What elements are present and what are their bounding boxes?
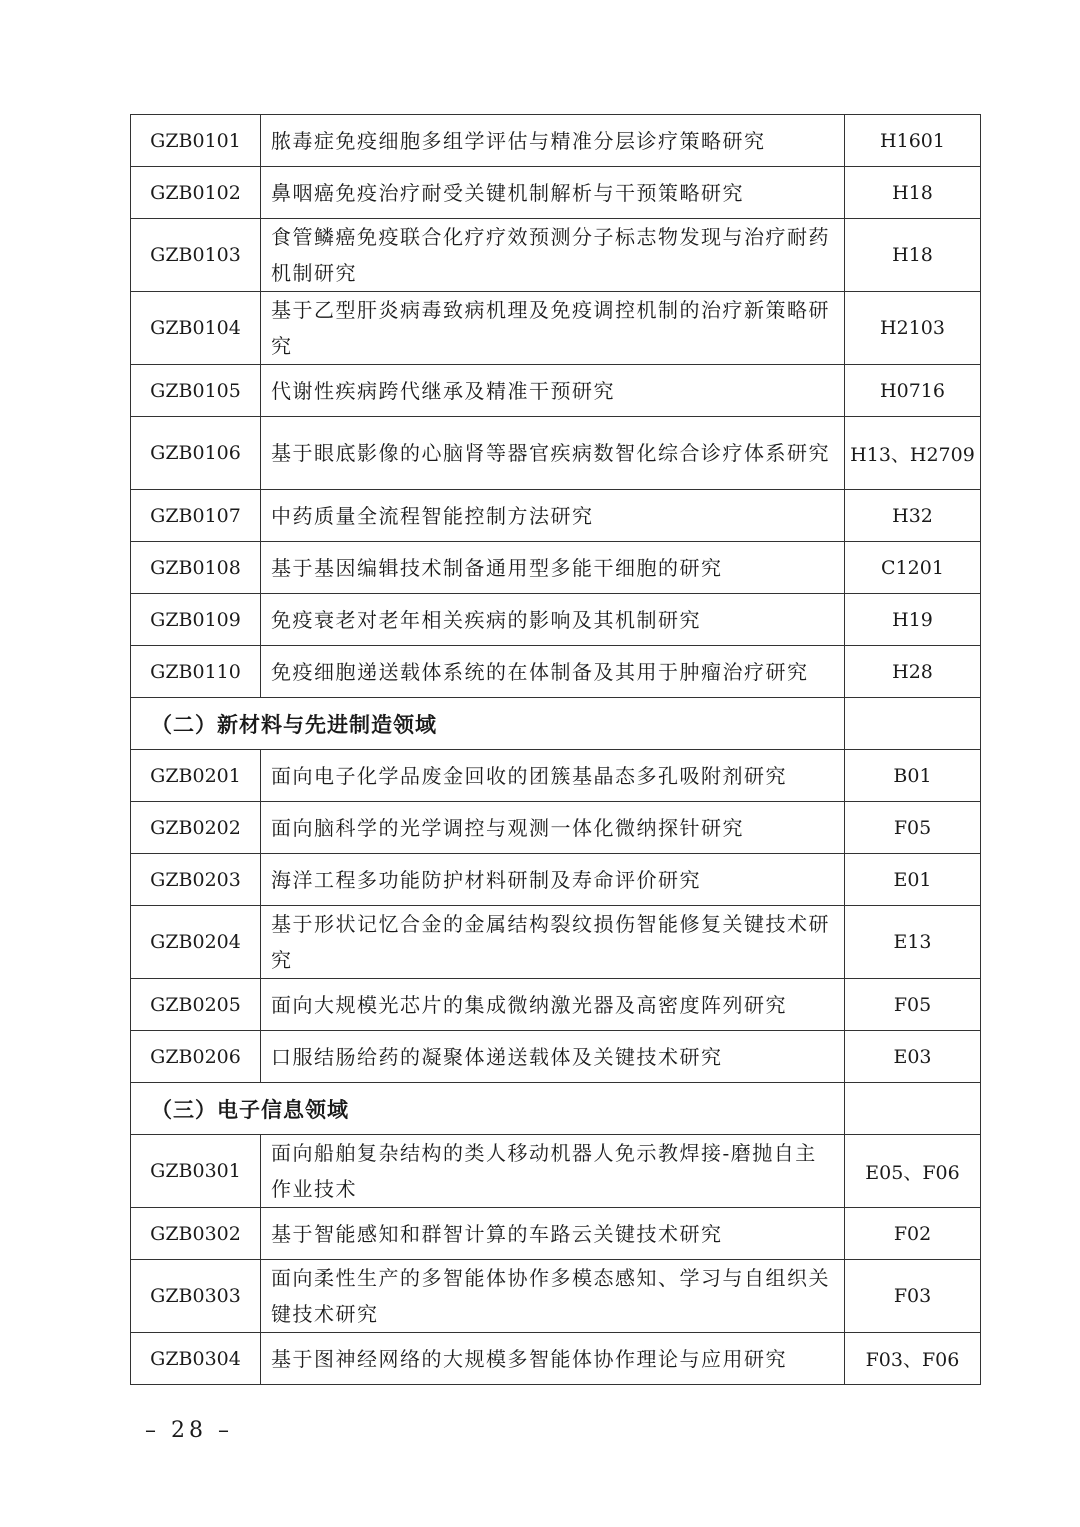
section-title: （三）电子信息领域	[131, 1083, 845, 1135]
title-cell: 面向柔性生产的多智能体协作多模态感知、学习与自组织关键技术研究	[261, 1260, 845, 1333]
classification-cell: H2103	[845, 292, 981, 365]
code-cell: GZB0206	[131, 1031, 261, 1083]
code-cell: GZB0303	[131, 1260, 261, 1333]
table-row	[131, 167, 981, 219]
table-row	[131, 417, 981, 490]
table-row	[131, 219, 981, 292]
classification-cell: H32	[845, 490, 981, 542]
title-cell: 海洋工程多功能防护材料研制及寿命评价研究	[261, 854, 845, 906]
classification-cell: F03、F06	[845, 1333, 981, 1385]
classification-cell: F02	[845, 1208, 981, 1260]
code-cell: GZB0109	[131, 594, 261, 646]
title-cell: 面向大规模光芯片的集成微纳激光器及高密度阵列研究	[261, 979, 845, 1031]
project-table	[130, 114, 981, 1385]
classification-cell: H19	[845, 594, 981, 646]
classification-cell: C1201	[845, 542, 981, 594]
title-cell: 基于乙型肝炎病毒致病机理及免疫调控机制的治疗新策略研究	[261, 292, 845, 365]
code-cell: GZB0103	[131, 219, 261, 292]
table-row	[131, 646, 981, 698]
classification-cell: H18	[845, 167, 981, 219]
classification-cell: E13	[845, 906, 981, 979]
page-number: – 28 –	[145, 1418, 233, 1443]
title-cell: 面向脑科学的光学调控与观测一体化微纳探针研究	[261, 802, 845, 854]
code-cell: GZB0302	[131, 1208, 261, 1260]
title-cell: 基于基因编辑技术制备通用型多能干细胞的研究	[261, 542, 845, 594]
code-cell: GZB0110	[131, 646, 261, 698]
table-row	[131, 490, 981, 542]
code-cell: GZB0106	[131, 417, 261, 490]
table-row	[131, 1135, 981, 1208]
classification-cell: F05	[845, 979, 981, 1031]
code-cell: GZB0205	[131, 979, 261, 1031]
title-cell: 基于眼底影像的心脑肾等器官疾病数智化综合诊疗体系研究	[261, 417, 845, 490]
table-row	[131, 365, 981, 417]
code-cell: GZB0101	[131, 115, 261, 167]
classification-cell: E05、F06	[845, 1135, 981, 1208]
title-cell: 脓毒症免疫细胞多组学评估与精准分层诊疗策略研究	[261, 115, 845, 167]
title-cell: 口服结肠给药的凝聚体递送载体及关键技术研究	[261, 1031, 845, 1083]
code-cell: GZB0102	[131, 167, 261, 219]
classification-cell: H13、H2709	[845, 417, 981, 490]
classification-cell: E03	[845, 1031, 981, 1083]
code-cell: GZB0304	[131, 1333, 261, 1385]
table-row	[131, 1208, 981, 1260]
classification-cell: H28	[845, 646, 981, 698]
section-header-row	[131, 698, 981, 750]
code-cell: GZB0202	[131, 802, 261, 854]
section-title: （二）新材料与先进制造领域	[131, 698, 845, 750]
table-row	[131, 542, 981, 594]
section-empty-cell	[845, 1083, 981, 1135]
code-cell: GZB0107	[131, 490, 261, 542]
section-header-row	[131, 1083, 981, 1135]
title-cell: 面向船舶复杂结构的类人移动机器人免示教焊接-磨抛自主作业技术	[261, 1135, 845, 1208]
title-cell: 面向电子化学品废金回收的团簇基晶态多孔吸附剂研究	[261, 750, 845, 802]
table-row	[131, 292, 981, 365]
code-cell: GZB0203	[131, 854, 261, 906]
title-cell: 基于图神经网络的大规模多智能体协作理论与应用研究	[261, 1333, 845, 1385]
title-cell: 基于形状记忆合金的金属结构裂纹损伤智能修复关键技术研究	[261, 906, 845, 979]
code-cell: GZB0301	[131, 1135, 261, 1208]
classification-cell: H1601	[845, 115, 981, 167]
table-row	[131, 1260, 981, 1333]
table-row	[131, 594, 981, 646]
code-cell: GZB0201	[131, 750, 261, 802]
classification-cell: H18	[845, 219, 981, 292]
table-row	[131, 1031, 981, 1083]
title-cell: 食管鳞癌免疫联合化疗疗效预测分子标志物发现与治疗耐药机制研究	[261, 219, 845, 292]
title-cell: 代谢性疾病跨代继承及精准干预研究	[261, 365, 845, 417]
title-cell: 免疫衰老对老年相关疾病的影响及其机制研究	[261, 594, 845, 646]
title-cell: 基于智能感知和群智计算的车路云关键技术研究	[261, 1208, 845, 1260]
table-row	[131, 1333, 981, 1385]
code-cell: GZB0105	[131, 365, 261, 417]
title-cell: 鼻咽癌免疫治疗耐受关键机制解析与干预策略研究	[261, 167, 845, 219]
code-cell: GZB0204	[131, 906, 261, 979]
classification-cell: F03	[845, 1260, 981, 1333]
title-cell: 免疫细胞递送载体系统的在体制备及其用于肿瘤治疗研究	[261, 646, 845, 698]
classification-cell: E01	[845, 854, 981, 906]
classification-cell: B01	[845, 750, 981, 802]
table-row	[131, 906, 981, 979]
classification-cell: H0716	[845, 365, 981, 417]
title-cell: 中药质量全流程智能控制方法研究	[261, 490, 845, 542]
code-cell: GZB0104	[131, 292, 261, 365]
table-row	[131, 115, 981, 167]
section-empty-cell	[845, 698, 981, 750]
classification-cell: F05	[845, 802, 981, 854]
code-cell: GZB0108	[131, 542, 261, 594]
table-row	[131, 979, 981, 1031]
table-row	[131, 802, 981, 854]
table-row	[131, 854, 981, 906]
table-row	[131, 750, 981, 802]
